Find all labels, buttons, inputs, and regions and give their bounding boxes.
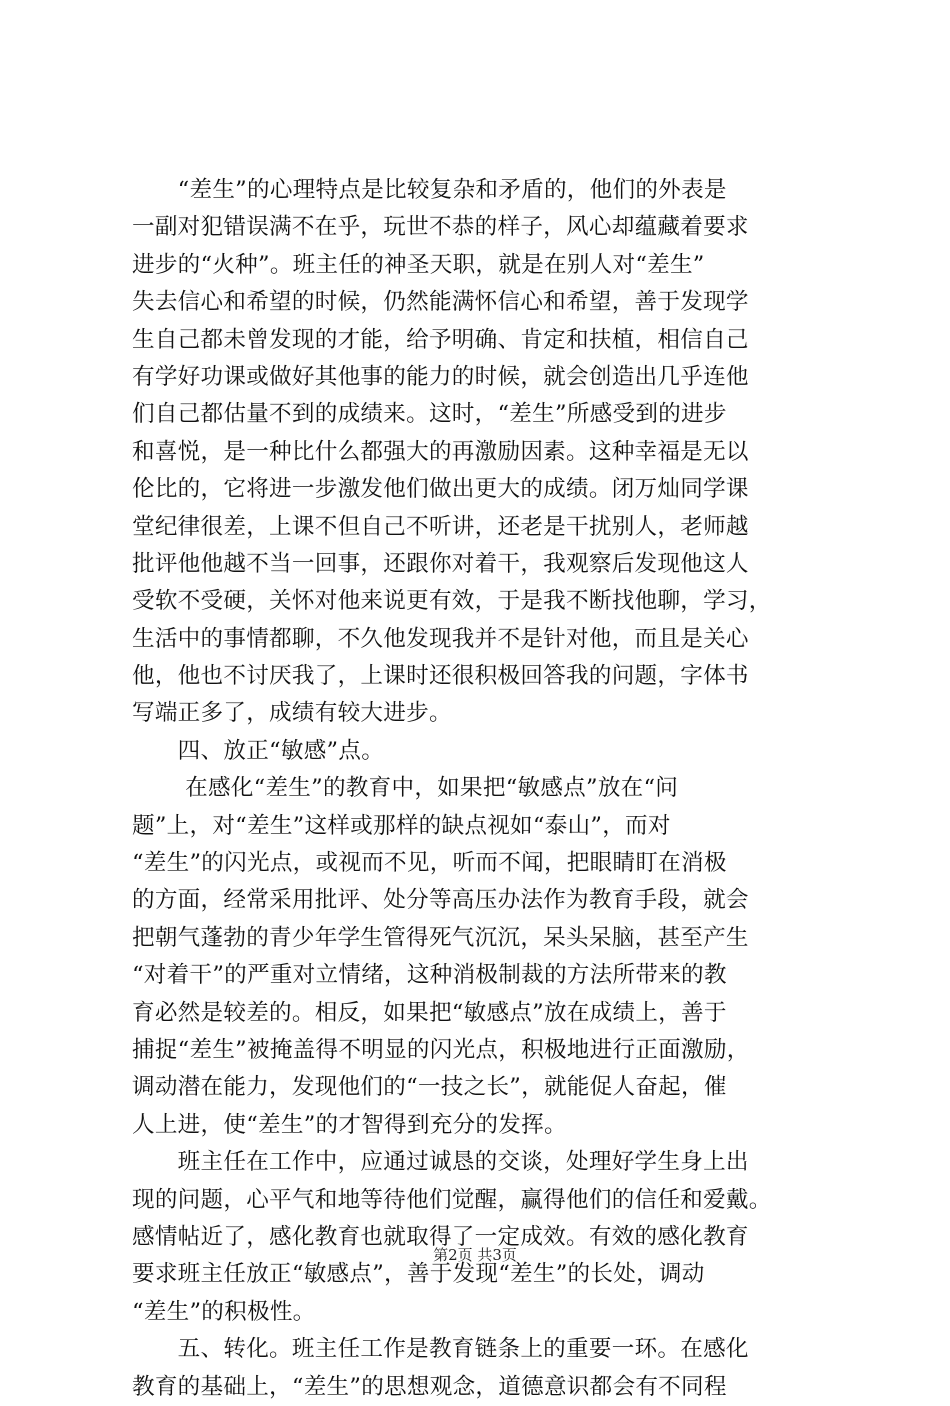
text-line: 育必然是较差的。相反，如果把“敏感点”放在成绩上，善于 <box>132 999 727 1026</box>
section-heading: 四、放正“敏感”点。 <box>132 737 385 764</box>
text-line: 们自己都估量不到的成绩来。这时，“差生”所感受到的进步 <box>132 401 727 428</box>
text-line: 堂纪律很差，上课不但自己不听讲，还老是干扰别人，老师越 <box>132 513 749 540</box>
text-line: 写端正多了，成绩有较大进步。 <box>132 700 452 727</box>
text-line: 进步的“火种”。班主任的神圣天职，就是在别人对“差生” <box>132 251 705 278</box>
section-heading: 五、转化。班主任工作是教育链条上的重要一环。在感化 <box>132 1336 749 1363</box>
text-line: 人上进，使“差生”的才智得到充分的发挥。 <box>132 1111 567 1138</box>
page-footer <box>0 1244 950 1266</box>
text-line: 伦比的，它将进一步激发他们做出更大的成绩。闭万灿同学课 <box>132 476 749 503</box>
text-line: 在感化“差生”的教育中，如果把“敏感点”放在“问 <box>132 775 679 802</box>
text-line: “差生”的闪光点，或视而不见，听而不闻，把眼睛盯在消极 <box>132 850 727 877</box>
text-line: 失去信心和希望的时候，仍然能满怀信心和希望，善于发现学 <box>132 289 749 316</box>
text-line: 批评他他越不当一回事，还跟你对着干，我观察后发现他这人 <box>132 550 749 577</box>
text-line: 一副对犯错误满不在乎，玩世不恭的样子，风心却蕴藏着要求 <box>132 214 749 241</box>
text-line: 把朝气蓬勃的青少年学生管得死气沉沉，呆头呆脑，甚至产生 <box>132 924 749 951</box>
text-line: 有学好功课或做好其他事的能力的时候，就会创造出几乎连他 <box>132 363 749 390</box>
text-line: “差生”的积极性。 <box>132 1298 316 1325</box>
text-line: 的方面，经常采用批评、处分等高压办法作为教育手段，就会 <box>132 887 749 914</box>
text-line: 班主任在工作中，应通过诚恳的交谈，处理好学生身上出 <box>132 1149 749 1176</box>
text-line: 生自己都未曾发现的才能，给予明确、肯定和扶植，相信自己 <box>132 326 749 353</box>
page-number: 第2页 共3页 <box>433 1246 517 1264</box>
text-line: “对着干”的严重对立情绪，这种消极制裁的方法所带来的教 <box>132 962 727 989</box>
text-line: “差生”的心理特点是比较复杂和矛盾的，他们的外表是 <box>132 177 727 203</box>
text-line: 现的问题，心平气和地等待他们觉醒，赢得他们的信任和爱戴。 <box>132 1186 772 1213</box>
document-body <box>132 172 832 1406</box>
text-line: 捕捉“差生”被掩盖得不明显的闪光点，积极地进行正面激励， <box>132 1036 750 1063</box>
text-line: 生活中的事情都聊，不久他发现我并不是针对他，而且是关心 <box>132 625 749 652</box>
text-line: 题”上，对“差生”这样或那样的缺点视如“泰山”，而对 <box>132 812 671 839</box>
text-line: 调动潜在能力，发现他们的“一技之长”，就能促人奋起，催 <box>132 1074 727 1101</box>
text-line: 要求班主任放正“敏感点”，善于发现“差生”的长处，调动 <box>132 1261 705 1288</box>
text-line: 教育的基础上，“差生”的思想观念，道德意识都会有不同程 <box>132 1373 727 1400</box>
text-line: 感情帖近了，感化教育也就取得了一定成效。有效的感化教育 <box>132 1223 749 1250</box>
text-line: 他，他也不讨厌我了，上课时还很积极回答我的问题，字体书 <box>132 663 749 690</box>
text-line: 受软不受硬，关怀对他来说更有效，于是我不断找他聊，学习， <box>132 588 772 615</box>
text-line: 和喜悦，是一种比什么都强大的再激励因素。这种幸福是无以 <box>132 438 749 465</box>
